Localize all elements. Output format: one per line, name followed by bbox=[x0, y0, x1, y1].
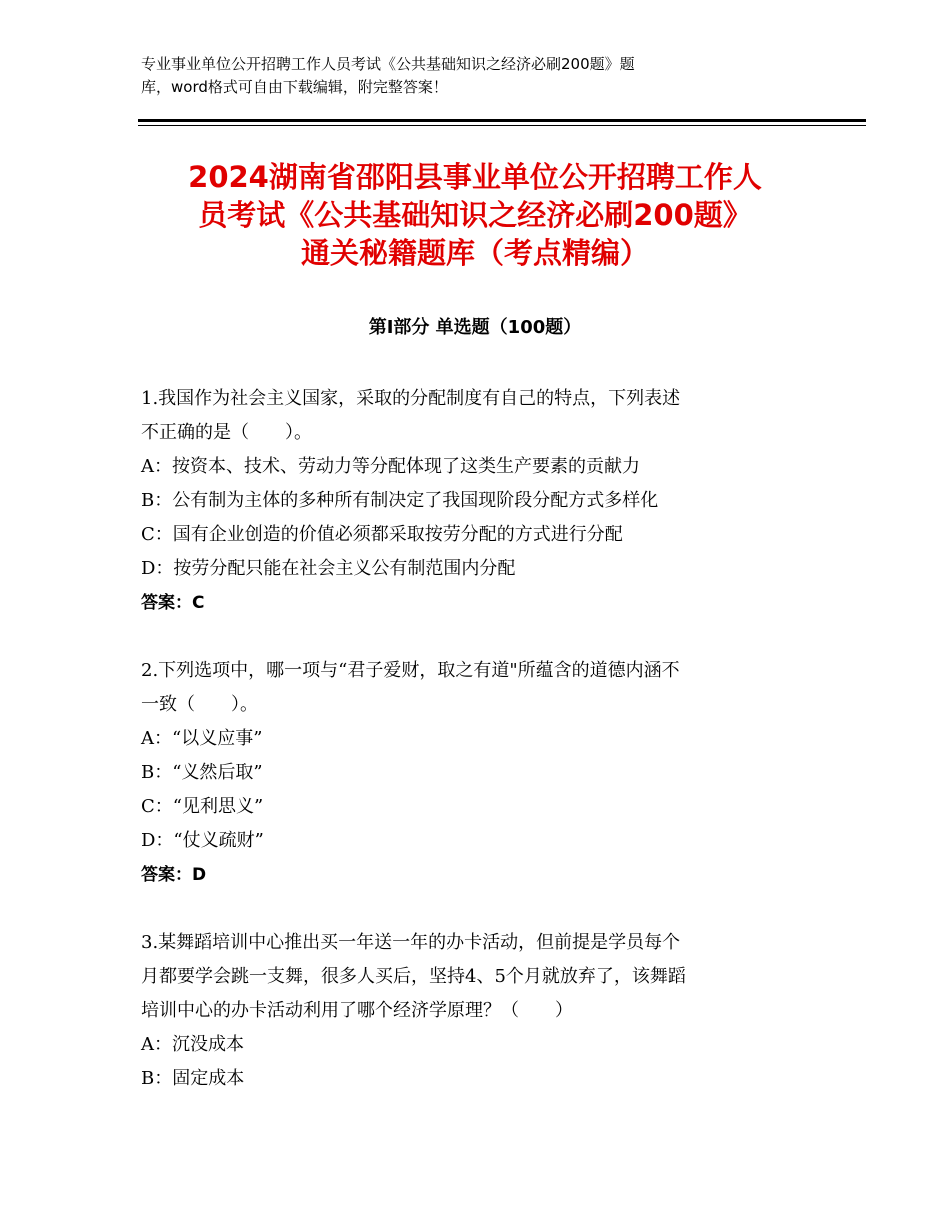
header-note-line: 专业事业单位公开招聘工作人员考试《公共基础知识之经济必刷200题》题 bbox=[141, 55, 635, 73]
question-stem-line: 一致（ ）。 bbox=[141, 694, 258, 715]
title-line: 2024湖南省邵阳县事业单位公开招聘工作人 bbox=[188, 160, 762, 194]
question-stem-line: 培训中心的办卡活动利用了哪个经济学原理？（ ） bbox=[141, 1000, 573, 1021]
option-d: D：“仗义疏财” bbox=[141, 830, 264, 851]
header-rule-thin bbox=[138, 125, 866, 126]
question-stem bbox=[141, 382, 811, 450]
title-line: 通关秘籍题库（考点精编） bbox=[300, 236, 649, 270]
question-list bbox=[141, 382, 811, 1130]
title-line: 员考试《公共基础知识之经济必刷200题》 bbox=[198, 198, 752, 232]
option-a: A：“以义应事” bbox=[141, 728, 263, 749]
option-c: C：“见利思义” bbox=[141, 796, 264, 817]
question-stem-line: 1.我国作为社会主义国家，采取的分配制度有自己的特点，下列表述 bbox=[141, 388, 681, 409]
option-b: B：固定成本 bbox=[141, 1068, 245, 1089]
option-c: C：国有企业创造的价值必须都采取按劳分配的方式进行分配 bbox=[141, 524, 623, 545]
answer: 答案：D bbox=[141, 865, 207, 885]
header-rule-thick bbox=[138, 119, 866, 122]
section-heading: 第Ⅰ部分 单选题（100题） bbox=[368, 317, 582, 338]
option-b: B：“义然后取” bbox=[141, 762, 263, 783]
header-note-line: 库，word格式可自由下载编辑，附完整答案！ bbox=[141, 78, 448, 96]
option-a: A：沉没成本 bbox=[141, 1034, 244, 1055]
question-stem-line: 3.某舞蹈培训中心推出买一年送一年的办卡活动，但前提是学员每个 bbox=[141, 932, 681, 953]
question-stem-line: 不正确的是（ ）。 bbox=[141, 422, 312, 443]
question-3 bbox=[141, 926, 811, 1096]
question-1 bbox=[141, 382, 811, 620]
option-a: A：按资本、技术、劳动力等分配体现了这类生产要素的贡献力 bbox=[141, 456, 640, 477]
option-d: D：按劳分配只能在社会主义公有制范围内分配 bbox=[141, 558, 516, 579]
document-title bbox=[120, 158, 830, 272]
question-stem-line: 月都要学会跳一支舞，很多人买后，坚持4、5个月就放弃了，该舞蹈 bbox=[141, 966, 686, 987]
option-b: B：公有制为主体的多种所有制决定了我国现阶段分配方式多样化 bbox=[141, 490, 659, 511]
question-stem-line: 2.下列选项中，哪一项与“君子爱财，取之有道"所蕴含的道德内涵不 bbox=[141, 660, 680, 681]
header-note bbox=[141, 53, 781, 99]
question-stem bbox=[141, 926, 811, 1028]
question-stem bbox=[141, 654, 811, 722]
question-2 bbox=[141, 654, 811, 892]
answer: 答案：C bbox=[141, 593, 205, 613]
